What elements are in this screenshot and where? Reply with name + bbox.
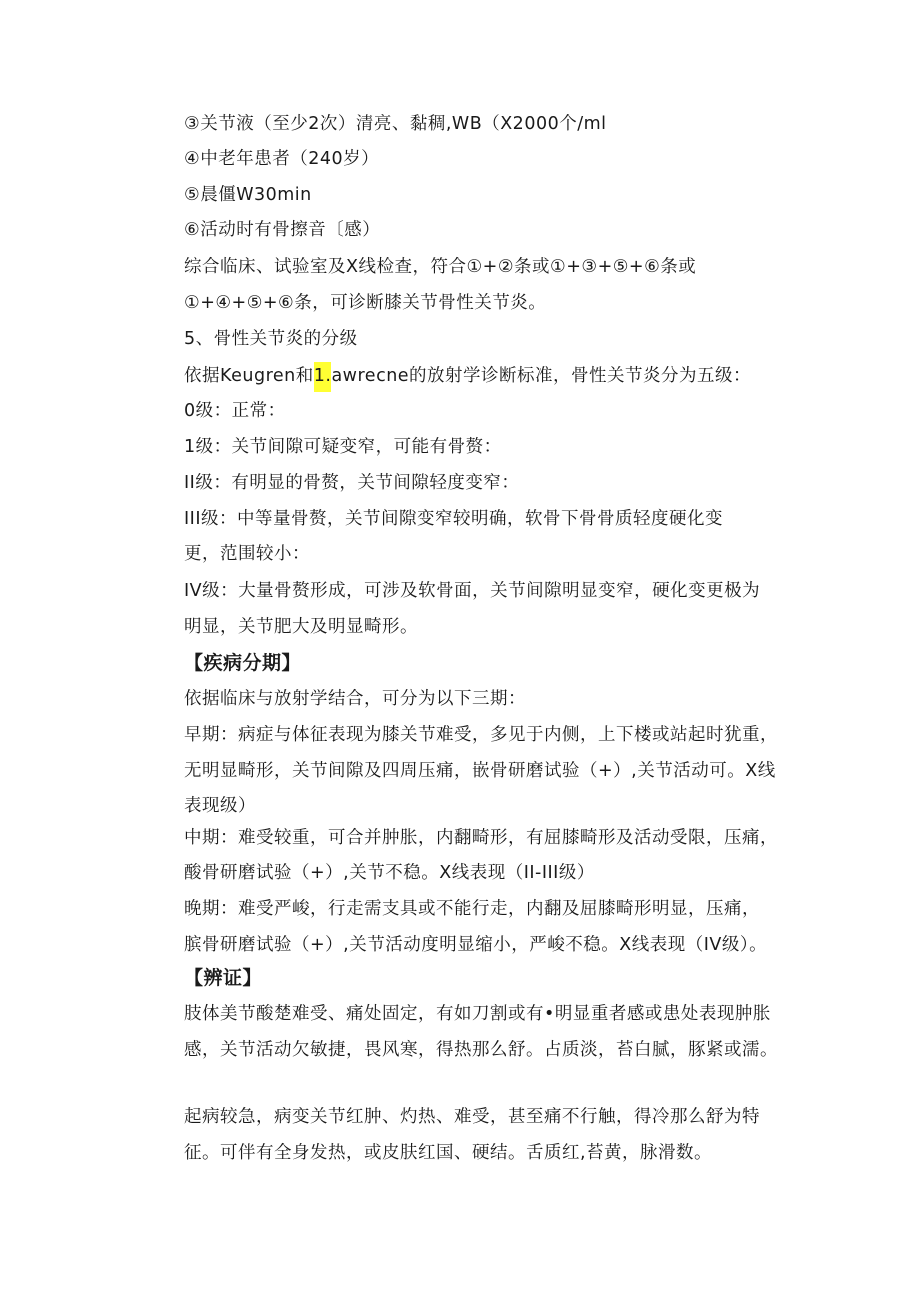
grade-1: 1级：关节间隙可疑变窄，可能有骨赘： [184,437,502,457]
staging-line: 中期：难受较重，可合并肿胀，内翻畸形，有屈膝畸形及活动受限，压痛， [184,828,778,848]
syndrome-line: 感，关节活动欠敏捷，畏风寒，得热那么舒。占质淡，苔白腻，豚紧或濡。 [184,1040,778,1060]
grade-2: II级：有明显的骨赘，关节间隙轻度变窄： [184,473,520,493]
syndrome-heading: 【辨证】 [184,967,263,989]
syndrome-line: 起病较急，病变关节红肿、灼热、难受，甚至痛不行触，得冷那么舒为特 [184,1107,760,1127]
grading-intro-after: awrecne的放射学诊断标准，骨性关节炎分为五级： [331,366,752,386]
staging-line: 早期：病症与体征表现为膝关节难受，多见于内侧，上下楼或站起时犹重， [184,725,778,745]
staging-line: 膑骨研磨试验（+）,关节活动度明显缩小，严峻不稳。X线表现（IV级）。 [184,935,768,955]
staging-line: 表现级） [184,796,256,816]
criteria-line-4: ④中老年患者（240岁） [184,149,380,169]
criteria-line-5: ⑤晨僵W30min [184,185,312,205]
grade-4-cont: 明显，关节肥大及明显畸形。 [184,617,418,637]
staging-line: 晚期：难受严峻，行走需支具或不能行走，内翻及屈膝畸形明显，压痛， [184,899,760,919]
grade-3-cont: 更，范围较小： [184,544,310,564]
section-title-grading: 5、骨性关节炎的分级 [184,329,358,349]
diagnosis-line-1: 综合临床、试验室及X线检查，符合①+②条或①+③+⑤+⑥条或 [184,257,697,277]
grade-4: IV级：大量骨赘形成，可涉及软骨面，关节间隙明显变窄，硬化变更极为 [184,581,761,601]
staging-line: 酸骨研磨试验（+）,关节不稳。X线表现（II-III级） [184,863,595,883]
grade-0: 0级：正常： [184,401,286,421]
grading-intro-before: 依据Keugren和 [184,366,314,386]
grade-3: III级：中等量骨赘，关节间隙变窄较明确，软骨下骨骨质轻度硬化变 [184,509,723,529]
criteria-line-3: ③关节液（至少2次）清亮、黏稠,WB（X2000个/ml [184,114,607,134]
highlighted-text: 1. [314,362,332,392]
staging-line: 无明显畸形，关节间隙及四周压痛，嵌骨研磨试验（+）,关节活动可。X线 [184,761,776,781]
staging-line: 依据临床与放射学结合，可分为以下三期： [184,689,526,709]
syndrome-line: 征。可伴有全身发热，或皮肤红国、硬结。舌质红,苔黄，脉滑数。 [184,1143,713,1163]
syndrome-line: 肢体美节酸楚难受、痛处固定，有如刀割或有•明显重者感或患处表现肿胀 [184,1004,771,1024]
criteria-line-6: ⑥活动时有骨擦音〔感） [184,220,381,240]
staging-heading: 【疾病分期】 [184,652,302,674]
diagnosis-line-2: ①+④+⑤+⑥条，可诊断膝关节骨性关节炎。 [184,293,547,313]
grading-intro [184,365,751,387]
